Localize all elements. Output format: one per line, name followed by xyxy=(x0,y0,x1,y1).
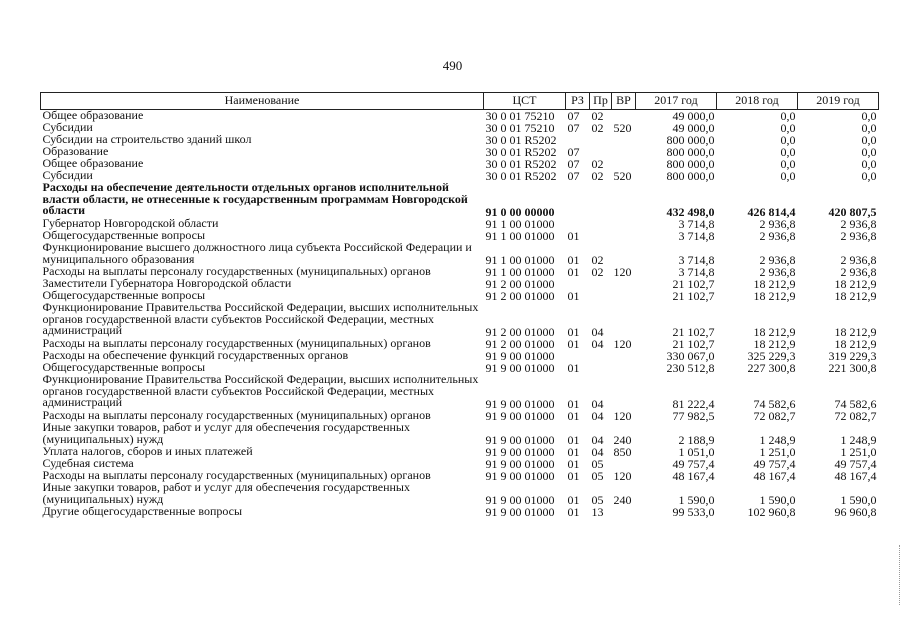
column-header-cst: ЦСТ xyxy=(484,93,566,110)
table-row xyxy=(41,158,879,170)
cell-2018: 49 757,4 xyxy=(753,456,796,471)
table-row xyxy=(41,182,879,218)
cell-pr: 05 xyxy=(591,492,604,507)
cell-pr xyxy=(590,290,612,302)
cell-rz: 01 xyxy=(567,336,580,351)
table-row xyxy=(41,302,879,338)
cell-vr: 850 xyxy=(613,444,632,459)
cell-2018: 102 960,8 xyxy=(747,504,796,519)
cell-rz: 01 xyxy=(567,360,580,375)
cell-2019: 18 212,9 xyxy=(834,324,877,339)
cell-2018: 0,0 xyxy=(780,168,796,183)
cell-2017: 3 714,8 xyxy=(678,216,715,231)
cell-2018: 2 936,8 xyxy=(759,252,796,267)
column-header-name: Наименование xyxy=(41,93,484,110)
cell-2017: 230 512,8 xyxy=(666,360,715,375)
cell-name: Общее образование xyxy=(42,156,144,170)
cell-cst: 91 9 00 01000 xyxy=(485,348,555,363)
cell-pr xyxy=(590,134,612,146)
cell-name: Расходы на выплаты персоналу государственных (муниципальных) органов xyxy=(42,336,431,350)
column-header-2019: 2019 год xyxy=(798,93,879,110)
cell-2018: 1 251,0 xyxy=(759,444,796,459)
page-number: 490 xyxy=(442,58,463,73)
cell-2019: 0,0 xyxy=(861,144,877,159)
cell-rz: 01 xyxy=(567,324,580,339)
cell-cst: 91 1 00 01000 xyxy=(485,252,555,267)
cell-2017: 81 222,4 xyxy=(672,396,715,411)
cell-cst: 30 0 01 75210 xyxy=(485,108,555,123)
cell-2017: 3 714,8 xyxy=(678,264,715,279)
cell-2018: 0,0 xyxy=(780,144,796,159)
cell-2019: 49 757,4 xyxy=(834,456,877,471)
cell-cst: 91 9 00 01000 xyxy=(485,408,555,423)
cell-name: Губернатор Новгородской области xyxy=(42,216,219,230)
cell-rz: 01 xyxy=(567,228,580,243)
cell-2017: 21 102,7 xyxy=(672,276,715,291)
cell-2017: 21 102,7 xyxy=(672,324,715,339)
cell-name: Субсидии xyxy=(42,120,93,134)
table-row xyxy=(41,506,879,518)
cell-vr xyxy=(612,374,636,410)
cell-2018: 1 590,0 xyxy=(759,492,796,507)
cell-name: Расходы на обеспечение деятельности отдельных органов исполнительной власти области, не отнесенные к государственным программам Новгородской области xyxy=(42,180,468,217)
table-row xyxy=(41,446,879,458)
cell-2018: 74 582,6 xyxy=(753,396,796,411)
cell-2018: 0,0 xyxy=(780,132,796,147)
cell-cst: 30 0 01 R5202 xyxy=(485,144,557,159)
cell-cst: 91 0 00 00000 xyxy=(485,204,555,219)
cell-2017: 1 590,0 xyxy=(678,492,715,507)
cell-pr: 02 xyxy=(591,120,604,135)
cell-pr: 13 xyxy=(591,504,604,519)
cell-2017: 49 000,0 xyxy=(672,120,715,135)
cell-2019: 0,0 xyxy=(861,132,877,147)
cell-pr: 04 xyxy=(591,444,604,459)
cell-2018: 227 300,8 xyxy=(747,360,796,375)
cell-2019: 0,0 xyxy=(861,168,877,183)
cell-cst: 91 9 00 01000 xyxy=(485,444,555,459)
cell-2019: 18 212,9 xyxy=(834,288,877,303)
cell-rz: 01 xyxy=(567,396,580,411)
cell-2018: 325 229,3 xyxy=(747,348,796,363)
cell-2019: 18 212,9 xyxy=(834,336,877,351)
table-row xyxy=(41,110,879,123)
cell-2017: 1 051,0 xyxy=(678,444,715,459)
cell-pr: 04 xyxy=(591,324,604,339)
cell-cst: 91 9 00 01000 xyxy=(485,468,555,483)
cell-cst: 91 1 00 01000 xyxy=(485,228,555,243)
cell-pr xyxy=(590,362,612,374)
cell-name: Субсидии xyxy=(42,168,93,182)
cell-cst: 91 9 00 01000 xyxy=(485,432,555,447)
cell-rz: 01 xyxy=(567,264,580,279)
cell-rz: 01 xyxy=(567,456,580,471)
cell-pr xyxy=(590,230,612,242)
cell-2017: 77 982,5 xyxy=(672,408,715,423)
cell-vr xyxy=(612,506,636,518)
cell-2019: 18 212,9 xyxy=(834,276,877,291)
cell-2017: 49 757,4 xyxy=(672,456,715,471)
column-header-2017: 2017 год xyxy=(636,93,717,110)
cell-rz: 01 xyxy=(567,288,580,303)
cell-2017: 2 188,9 xyxy=(678,432,715,447)
cell-name: Общее образование xyxy=(42,108,144,122)
cell-vr: 120 xyxy=(613,264,632,279)
cell-pr: 02 xyxy=(591,168,604,183)
cell-name: Образование xyxy=(42,144,109,158)
cell-name: Субсидии на строительство зданий школ xyxy=(42,132,252,146)
cell-name: Функционирование Правительства Российской Федерации, высших исполнительных органов государственной власти субъектов Российской Федерации, местных администраций xyxy=(42,300,479,337)
table-row xyxy=(41,242,879,266)
cell-pr xyxy=(590,278,612,290)
cell-2018: 0,0 xyxy=(780,108,796,123)
cell-2018: 18 212,9 xyxy=(753,288,796,303)
cell-vr xyxy=(612,134,636,146)
cell-name: Общегосударственные вопросы xyxy=(42,228,206,242)
cell-2018: 18 212,9 xyxy=(753,324,796,339)
cell-pr: 05 xyxy=(591,468,604,483)
cell-vr: 120 xyxy=(613,408,632,423)
cell-2019: 420 807,5 xyxy=(828,204,877,219)
cell-2019: 1 251,0 xyxy=(840,444,877,459)
cell-cst: 91 9 00 01000 xyxy=(485,396,555,411)
cell-2017: 432 498,0 xyxy=(666,204,715,219)
cell-cst: 91 2 00 01000 xyxy=(485,324,555,339)
cell-pr: 02 xyxy=(591,156,604,171)
cell-2018: 18 212,9 xyxy=(753,336,796,351)
cell-rz: 07 xyxy=(567,168,580,183)
cell-vr: 240 xyxy=(613,492,632,507)
budget-table xyxy=(40,92,879,518)
cell-rz: 01 xyxy=(567,408,580,423)
cell-vr xyxy=(612,146,636,158)
scan-margin-mark xyxy=(899,545,903,605)
cell-pr: 04 xyxy=(591,408,604,423)
cell-2017: 800 000,0 xyxy=(666,132,715,147)
cell-rz: 01 xyxy=(567,432,580,447)
cell-cst: 91 9 00 01000 xyxy=(485,456,555,471)
cell-vr: 120 xyxy=(613,336,632,351)
cell-name: Функционирование Правительства Российской Федерации, высших исполнительных органов государственной власти субъектов Российской Федерации, местных администраций xyxy=(42,372,479,409)
table-row xyxy=(41,482,879,506)
column-header-rz: РЗ xyxy=(566,93,590,110)
cell-2019: 2 936,8 xyxy=(840,216,877,231)
cell-2017: 48 167,4 xyxy=(672,468,715,483)
cell-vr: 520 xyxy=(613,168,632,183)
cell-2019: 2 936,8 xyxy=(840,228,877,243)
cell-2019: 319 229,3 xyxy=(828,348,877,363)
cell-cst: 30 0 01 R5202 xyxy=(485,156,557,171)
cell-2017: 99 533,0 xyxy=(672,504,715,519)
cell-pr: 04 xyxy=(591,432,604,447)
cell-name: Иные закупки товаров, работ и услуг для обеспечения государственных (муниципальных) нужд xyxy=(42,480,410,506)
cell-rz: 01 xyxy=(567,444,580,459)
table-row xyxy=(41,134,879,146)
cell-name: Расходы на обеспечение функций государственных органов xyxy=(42,348,349,362)
cell-name: Иные закупки товаров, работ и услуг для обеспечения государственных (муниципальных) нужд xyxy=(42,420,410,446)
cell-cst: 91 2 00 01000 xyxy=(485,336,555,351)
cell-cst: 30 0 01 R5202 xyxy=(485,168,557,183)
cell-vr: 240 xyxy=(613,432,632,447)
column-header-2018: 2018 год xyxy=(717,93,798,110)
column-header-vr: ВР xyxy=(612,93,636,110)
cell-2018: 0,0 xyxy=(780,120,796,135)
cell-2017: 800 000,0 xyxy=(666,144,715,159)
cell-vr: 520 xyxy=(613,120,632,135)
cell-2019: 1 248,9 xyxy=(840,432,877,447)
cell-pr: 04 xyxy=(591,336,604,351)
cell-2019: 96 960,8 xyxy=(834,504,877,519)
cell-2017: 800 000,0 xyxy=(666,156,715,171)
cell-2019: 2 936,8 xyxy=(840,264,877,279)
cell-name: Расходы на выплаты персоналу государственных (муниципальных) органов xyxy=(42,408,431,422)
cell-pr: 02 xyxy=(591,264,604,279)
cell-rz: 01 xyxy=(567,504,580,519)
cell-cst: 30 0 01 R5202 xyxy=(485,132,557,147)
cell-pr: 02 xyxy=(591,108,604,123)
cell-vr xyxy=(612,242,636,266)
cell-cst: 91 2 00 01000 xyxy=(485,288,555,303)
cell-vr xyxy=(612,362,636,374)
cell-2017: 330 067,0 xyxy=(666,348,715,363)
cell-pr: 02 xyxy=(591,252,604,267)
cell-cst: 91 9 00 01000 xyxy=(485,360,555,375)
cell-rz: 07 xyxy=(567,108,580,123)
cell-vr: 120 xyxy=(613,468,632,483)
cell-rz xyxy=(566,182,590,218)
cell-cst: 91 1 00 01000 xyxy=(485,216,555,231)
cell-2019: 0,0 xyxy=(861,108,877,123)
cell-rz: 07 xyxy=(567,120,580,135)
cell-cst: 91 9 00 01000 xyxy=(485,492,555,507)
cell-pr xyxy=(590,218,612,230)
cell-name: Уплата налогов, сборов и иных платежей xyxy=(42,444,253,458)
table-header xyxy=(41,93,879,110)
cell-2019: 2 936,8 xyxy=(840,252,877,267)
cell-2017: 3 714,8 xyxy=(678,252,715,267)
cell-vr xyxy=(612,230,636,242)
cell-2019: 72 082,7 xyxy=(834,408,877,423)
cell-vr xyxy=(612,182,636,218)
cell-2018: 72 082,7 xyxy=(753,408,796,423)
table-row xyxy=(41,374,879,410)
cell-2019: 0,0 xyxy=(861,156,877,171)
cell-2019: 221 300,8 xyxy=(828,360,877,375)
cell-2017: 3 714,8 xyxy=(678,228,715,243)
cell-name: Другие общегосударственные вопросы xyxy=(42,504,243,518)
cell-vr xyxy=(612,350,636,362)
cell-2019: 48 167,4 xyxy=(834,468,877,483)
cell-rz: 07 xyxy=(567,156,580,171)
cell-rz: 01 xyxy=(567,252,580,267)
table-row xyxy=(41,146,879,158)
cell-rz: 01 xyxy=(567,492,580,507)
cell-name: Общегосударственные вопросы xyxy=(42,360,206,374)
cell-2018: 2 936,8 xyxy=(759,264,796,279)
cell-vr xyxy=(612,218,636,230)
cell-2017: 49 000,0 xyxy=(672,108,715,123)
cell-2018: 1 248,9 xyxy=(759,432,796,447)
cell-pr: 04 xyxy=(591,396,604,411)
cell-2018: 2 936,8 xyxy=(759,228,796,243)
cell-2018: 18 212,9 xyxy=(753,276,796,291)
cell-rz: 07 xyxy=(567,144,580,159)
cell-name: Общегосударственные вопросы xyxy=(42,288,206,302)
cell-name: Функционирование высшего должностного лица субъекта Российской Федерации и муниципального образования xyxy=(42,240,472,266)
cell-2018: 48 167,4 xyxy=(753,468,796,483)
cell-pr xyxy=(590,350,612,362)
cell-2019: 1 590,0 xyxy=(840,492,877,507)
cell-cst: 91 2 00 01000 xyxy=(485,276,555,291)
cell-cst: 91 1 00 01000 xyxy=(485,264,555,279)
cell-2018: 2 936,8 xyxy=(759,216,796,231)
cell-cst: 30 0 01 75210 xyxy=(485,120,555,135)
cell-2018: 0,0 xyxy=(780,156,796,171)
cell-name: Расходы на выплаты персоналу государственных (муниципальных) органов xyxy=(42,468,431,482)
cell-2019: 74 582,6 xyxy=(834,396,877,411)
cell-vr xyxy=(612,302,636,338)
column-header-pr: Пр xyxy=(590,93,612,110)
cell-pr xyxy=(590,182,612,218)
cell-2017: 800 000,0 xyxy=(666,168,715,183)
cell-pr: 05 xyxy=(591,456,604,471)
table-row xyxy=(41,422,879,446)
cell-rz: 01 xyxy=(567,468,580,483)
cell-2017: 21 102,7 xyxy=(672,336,715,351)
cell-name: Заместители Губернатора Новгородской области xyxy=(42,276,292,290)
cell-vr xyxy=(612,290,636,302)
cell-2019: 0,0 xyxy=(861,120,877,135)
table-body xyxy=(41,110,879,519)
cell-vr xyxy=(612,278,636,290)
cell-2017: 21 102,7 xyxy=(672,288,715,303)
cell-name: Расходы на выплаты персоналу государственных (муниципальных) органов xyxy=(42,264,431,278)
cell-name: Судебная система xyxy=(42,456,134,470)
cell-cst: 91 9 00 01000 xyxy=(485,504,555,519)
cell-2018: 426 814,4 xyxy=(747,204,796,219)
